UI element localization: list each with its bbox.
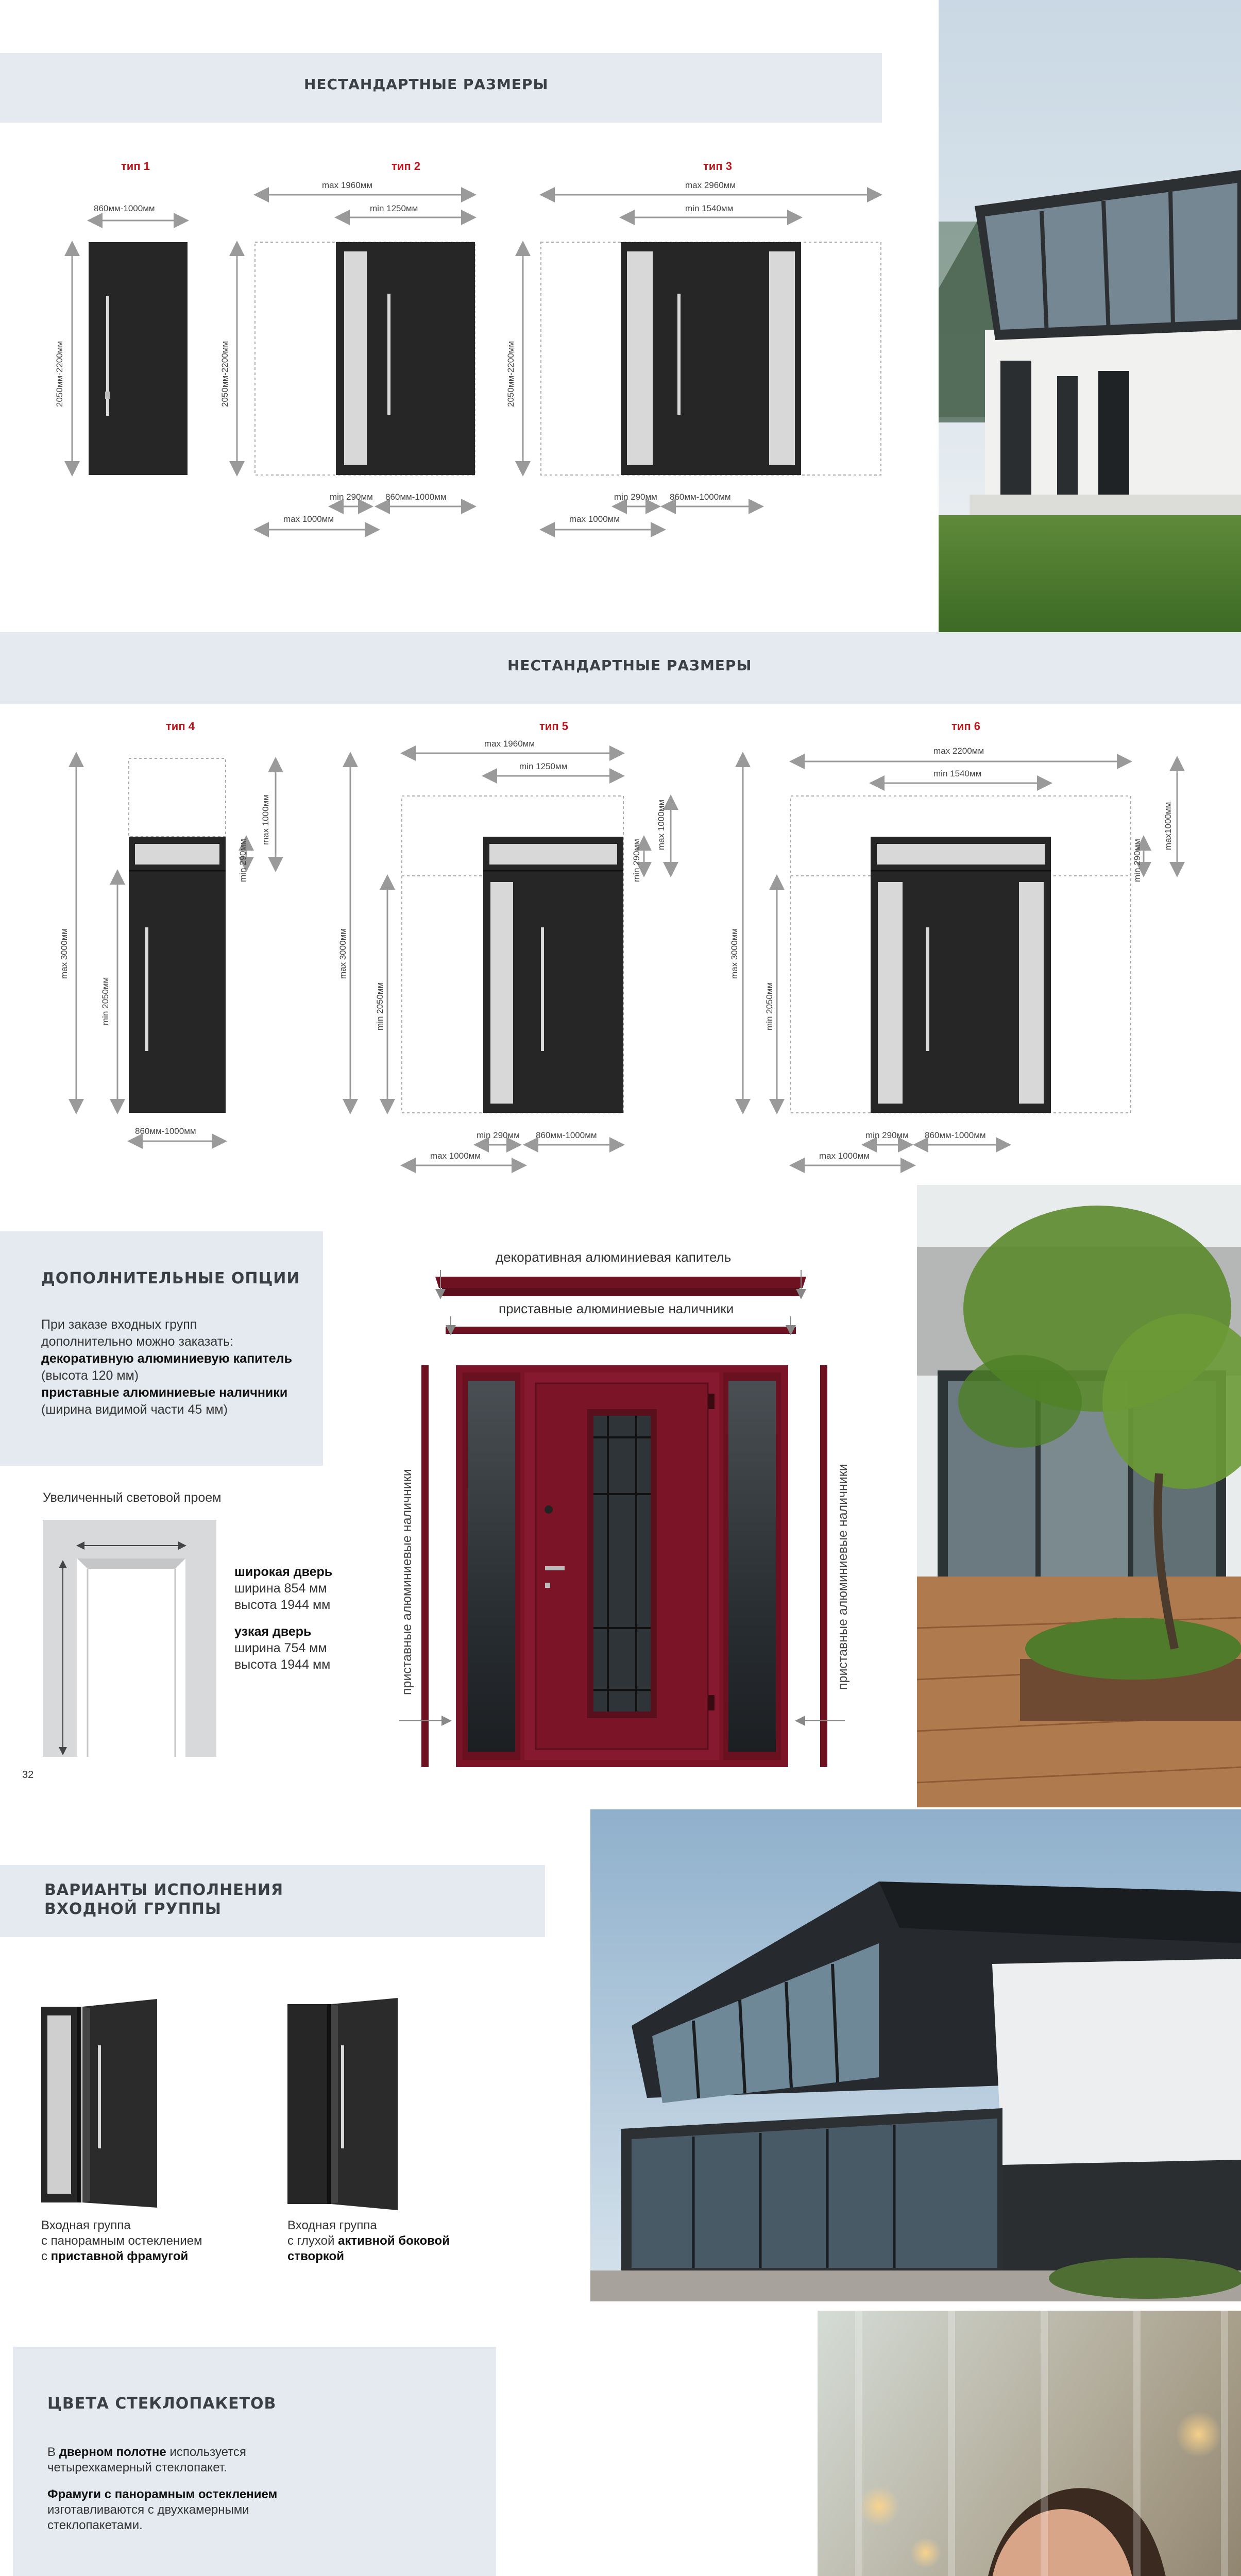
variant1-line2: с панорамным остеклением	[41, 2234, 202, 2248]
options-intro-line2: дополнительно можно заказать:	[41, 1334, 234, 1349]
side-platband-left-label: приставные алюминиевые наличники	[400, 1469, 414, 1695]
options-item2: приставные алюминиевые наличники	[41, 1385, 288, 1400]
type5-min-height-label: min 2050мм	[375, 982, 385, 1030]
options-item2-note: (ширина видимой части 45 мм)	[41, 1402, 228, 1417]
opening-title: Увеличенный световой проем	[43, 1490, 222, 1505]
capital-label: декоративная алюминиевая капитель	[496, 1249, 732, 1265]
opening-specs	[234, 1564, 332, 1673]
variant1-line3: с приставной фрамугой	[41, 2249, 189, 2263]
type3-title: тип 3	[703, 160, 732, 173]
type4-transom-max-label: max 1000мм	[261, 794, 270, 845]
type2-min-width-label: min 1250мм	[370, 204, 418, 213]
options-intro-line1: При заказе входных групп	[41, 1317, 197, 1332]
variants-title-line2: ВХОДНОЙ ГРУППЫ	[44, 1900, 222, 1918]
platband-label: приставные алюминиевые наличники	[499, 1301, 734, 1316]
type6-min-height-label: min 2050мм	[764, 982, 774, 1030]
type6-min-side-label: min 290мм	[865, 1130, 909, 1140]
variant1-caption	[41, 2218, 202, 2264]
type3-max-width-label: max 2960мм	[685, 180, 736, 190]
type1-title: тип 1	[121, 160, 150, 173]
options-title: ДОПОЛНИТЕЛЬНЫЕ ОПЦИИ	[41, 1269, 300, 1287]
type3-min-width-label: min 1540мм	[685, 204, 734, 213]
narrow-door-height: высота 1944 мм	[234, 1657, 331, 1672]
type5-leaf-label: 860мм-1000мм	[536, 1130, 597, 1140]
light-opening-drawing	[0, 1515, 1241, 1762]
glass-p1-line1: В дверном полотне используется	[47, 2445, 246, 2459]
type6-min-width-label: min 1540мм	[933, 769, 982, 778]
type5-transom-max-label: max 1000мм	[656, 799, 666, 850]
type6-title: тип 6	[951, 720, 980, 733]
glass-title: ЦВЕТА СТЕКЛОПАКЕТОВ	[47, 2395, 277, 2413]
options-item1: декоративную алюминиевую капитель	[41, 1351, 292, 1366]
type3-max-side-label: max 1000мм	[569, 514, 620, 524]
type2-leaf-label: 860мм-1000мм	[385, 492, 447, 502]
type2-min-side-label: min 290мм	[330, 492, 373, 502]
type3-min-side-label: min 290мм	[614, 492, 657, 502]
type6-max-height-label: max 3000мм	[729, 928, 739, 979]
variant2-line1: Входная группа	[287, 2218, 377, 2232]
type4-leaf-label: 860мм-1000мм	[135, 1126, 196, 1136]
type6-transom-max-label: max1000мм	[1163, 802, 1173, 850]
glass-text	[47, 2445, 277, 2533]
type6-leaf-label: 860мм-1000мм	[925, 1130, 986, 1140]
type1-width-label: 860мм-1000мм	[94, 204, 155, 213]
type5-max-height-label: max 3000мм	[338, 928, 348, 979]
wide-door-title: широкая дверь	[234, 1565, 333, 1579]
type4-min-height-label: min 2050мм	[100, 977, 110, 1025]
type4-title: тип 4	[166, 720, 195, 733]
type5-max-side-label: max 1000мм	[430, 1151, 481, 1161]
type2-title: тип 2	[392, 160, 420, 173]
section1-drawings	[0, 0, 1241, 634]
variant2-line2: с глухой активной боковой	[287, 2234, 450, 2248]
section2-drawings	[0, 706, 1241, 1180]
type5-transom-min-label: min 290мм	[632, 839, 641, 882]
wide-door-height: высота 1944 мм	[234, 1598, 331, 1612]
options-item1-note: (высота 120 мм)	[41, 1368, 139, 1383]
narrow-door-width: ширина 754 мм	[234, 1641, 327, 1655]
section1-title: НЕСТАНДАРТНЫЕ РАЗМЕРЫ	[304, 76, 549, 93]
type3-leaf-label: 860мм-1000мм	[670, 492, 731, 502]
wide-door-width: ширина 854 мм	[234, 1581, 327, 1596]
type4-transom-min-label: min 290мм	[238, 839, 248, 882]
type4-max-height-label: max 3000мм	[59, 928, 69, 979]
type5-max-width-label: max 1960мм	[484, 739, 535, 749]
type2-max-side-label: max 1000мм	[283, 514, 334, 524]
woman-behind-glass-photo	[818, 2311, 1241, 2576]
type6-max-width-label: max 2200мм	[933, 746, 984, 756]
type5-min-side-label: min 290мм	[477, 1130, 520, 1140]
glass-p2-line2: изготавливаются с двухкамерными	[47, 2503, 249, 2517]
variants-title-line1: ВАРИАНТЫ ИСПОЛНЕНИЯ	[44, 1881, 284, 1899]
type1-height-label: 2050мм-2200мм	[55, 341, 64, 407]
variant1-line1: Входная группа	[41, 2218, 131, 2232]
type6-transom-min-label: min 290мм	[1132, 839, 1142, 882]
type6-max-side-label: max 1000мм	[819, 1151, 870, 1161]
variant-doors	[0, 1994, 1241, 2210]
variant2-line3: створкой	[287, 2249, 344, 2263]
glass-p2-line1: Фрамуги с панорамным остеклением	[47, 2487, 278, 2501]
side-platband-right-label: приставные алюминиевые наличники	[836, 1464, 850, 1690]
narrow-door-title: узкая дверь	[234, 1624, 312, 1639]
type2-max-width-label: max 1960мм	[322, 180, 373, 190]
variant2-caption	[287, 2218, 450, 2264]
type5-min-width-label: min 1250мм	[519, 761, 568, 771]
type3-height-label: 2050мм-2200мм	[506, 341, 516, 407]
page-number: 32	[22, 1769, 34, 1781]
section2-title: НЕСТАНДАРТНЫЕ РАЗМЕРЫ	[507, 657, 752, 674]
type5-title: тип 5	[539, 720, 568, 733]
glass-p2-line3: стеклопакетами.	[47, 2518, 143, 2532]
type2-height-label: 2050мм-2200мм	[220, 341, 230, 407]
glass-p1-line2: четырехкамерный стеклопакет.	[47, 2461, 227, 2475]
